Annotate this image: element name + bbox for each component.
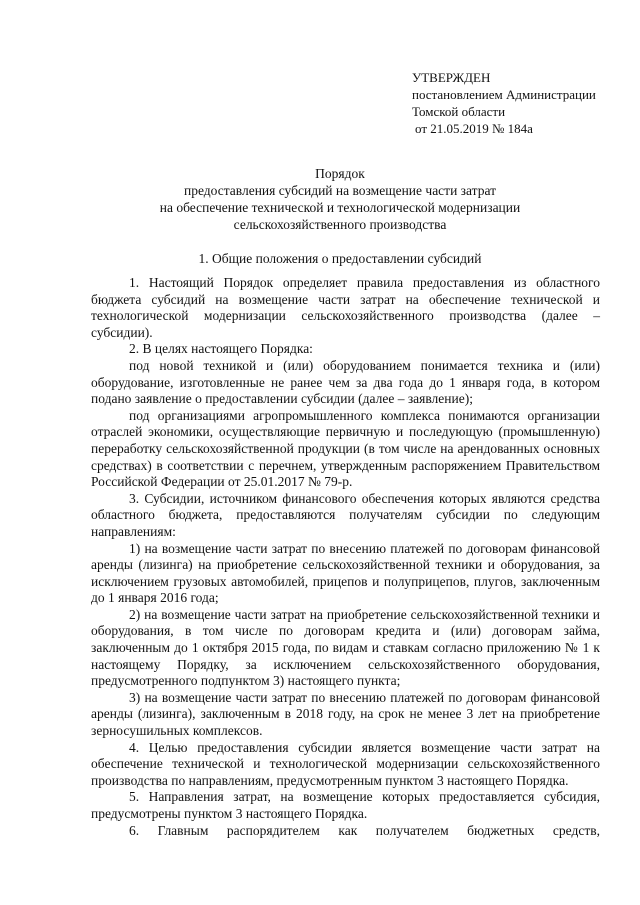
document-body (91, 275, 600, 839)
paragraph: 1. Настоящий Порядок определяет правила предоставления из областного бюджета субсидий на возмещение части затрат на обеспечение технической и технологической модернизации сельскохозяйственного производства (далее – субсидии). (91, 275, 600, 340)
approval-title: УТВЕРЖДЕН (412, 70, 491, 85)
paragraph: 5. Направления затрат, на возмещение которых предоставляется субсидия, предусмотрены пунктом 3 настоящего Порядка. (91, 789, 600, 821)
title-line-2: предоставления субсидий на возмещение части затрат (183, 183, 497, 198)
approval-stamp (412, 69, 596, 137)
approval-resolution: постановлением Администрации (412, 87, 596, 102)
paragraph: под организациями агропромышленного комплекса понимаются организации отраслей экономики, осуществляющие первичную и последующую (промышленную) переработку сельскохозяйственной продукции (в том числе на арендованных основных средствах) в соответствии с перечнем, утвержденным распоряжением Правительством Российской Федерации от 25.01.2017 № 79-р. (91, 407, 600, 490)
paragraph: 2. В целях настоящего Порядка: (129, 341, 313, 357)
paragraph: 1) на возмещение части затрат по внесению платежей по договорам финансовой аренды (лизинга) на приобретение сельскохозяйственной техники и оборудования, за исключением грузовых автомобилей, прицепов и полуприцепов, плугов, заключенным до 1 января 2016 года; (91, 540, 600, 606)
approval-region: Томской области (412, 104, 506, 119)
paragraph: 4. Целью предоставления субсидии является возмещение части затрат на обеспечение технической и технологической модернизации сельскохозяйственного производства по направлениям, предусмотренным пунктом 3 настоящего Порядка. (91, 739, 600, 788)
title-line-1: Порядок (315, 166, 365, 181)
document-title (60, 165, 620, 233)
title-line-3: на обеспечение технической и технологической модернизации (159, 200, 521, 215)
title-line-4: сельскохозяйственного производства (233, 217, 447, 232)
paragraph: 2) на возмещение части затрат на приобретение сельскохозяйственной техники и оборудования, в том числе по договорам кредита и (или) договорам займа, заключенным до 1 октября 2015 года, по видам и ставкам согласно приложению № 1 к настоящему Порядку, за исключением сельскохозяйственного оборудования, предусмотренного подпунктом 3) настоящего пункта; (91, 606, 600, 689)
paragraph: 6. Главным распорядителем как получателем бюджетных средств, (129, 822, 600, 838)
approval-date: от 21.05.2019 № 184а (415, 121, 533, 136)
paragraph: 3) на возмещение части затрат по внесению платежей по договорам финансовой аренды (лизинга), заключенным в 2018 году, на срок не менее 3 лет на приобретение зерносушильных комплексов. (91, 689, 600, 739)
section-heading: 1. Общие положения о предоставлении субсидий (198, 251, 482, 266)
paragraph: 3. Субсидии, источником финансового обеспечения которых являются средства областного бюджета, предоставляются получателям субсидии по следующим направлениям: (91, 490, 600, 539)
paragraph: под новой техникой и (или) оборудованием понимается техника и (или) оборудование, изготовленные не ранее чем за два года до 1 января года, в котором подано заявление о предоставлении субсидии (далее – заявление); (91, 357, 600, 407)
